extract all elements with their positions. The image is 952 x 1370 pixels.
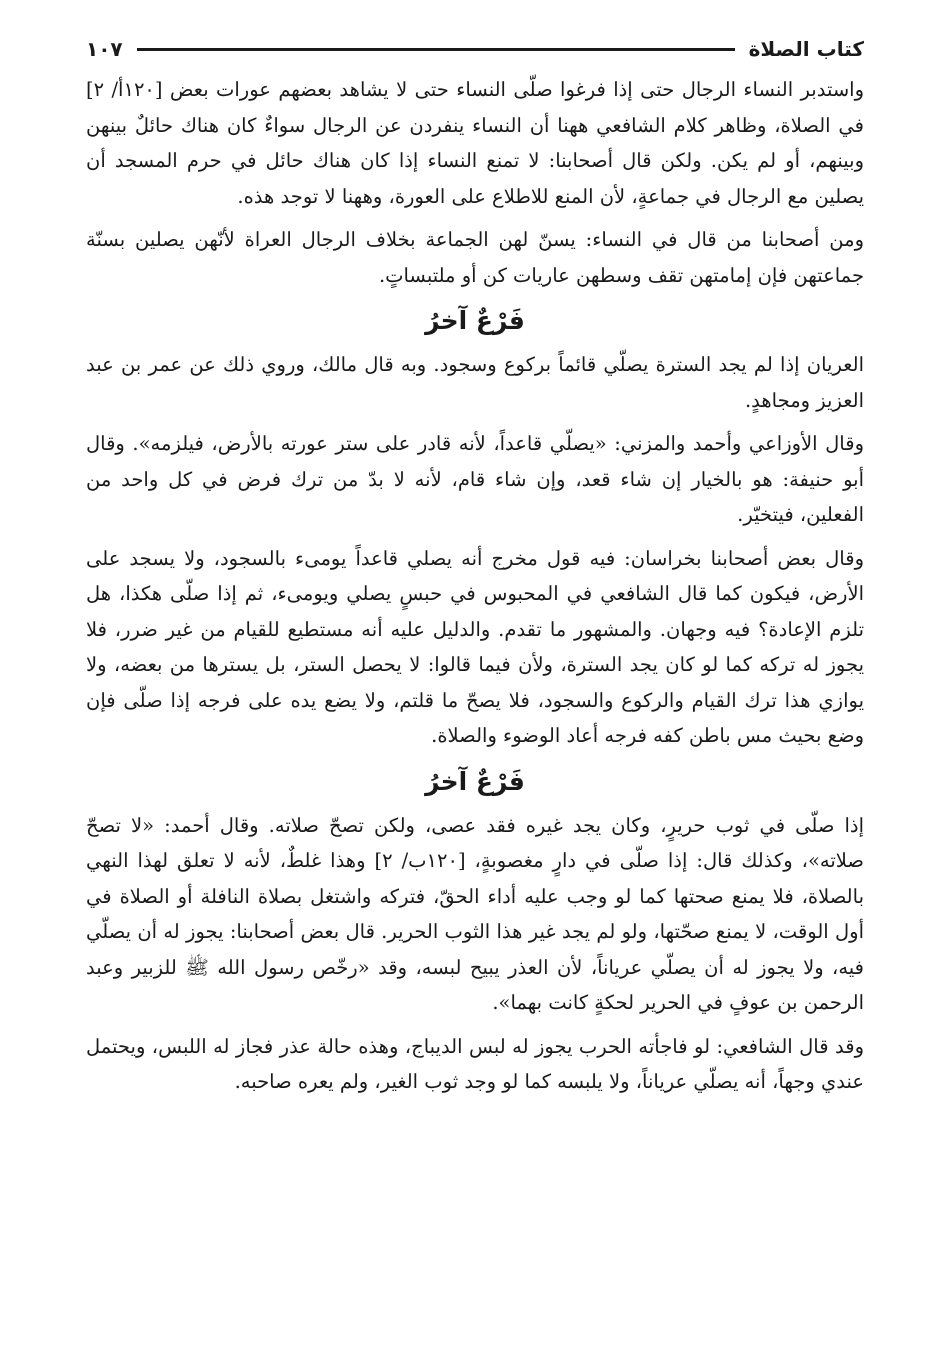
paragraph-4: وقال الأوزاعي وأحمد والمزني: «يصلّي قاعداً، لأنه قادر على ستر عورته بالأرض، فيلزمه». وقال أبو حنيفة: هو بالخيار إن شاء قعد، وإن شاء قام، لأنه لا بدّ من ترك فرض في كل واحد من الفعلين، فيتخيّر.	[86, 432, 864, 526]
chapter-title: كتاب الصلاة	[748, 37, 864, 61]
section-heading-1: فَرْعٌ آخرُ	[425, 306, 525, 335]
paragraph-6: إذا صلّى في ثوب حريرٍ، وكان يجد غيره فقد عصى، ولكن تصحّ صلاته. وقال أحمد: «لا تصحّ صلاته»، وكذلك قال: إذا صلّى في دارٍ مغصوبةٍ، [١٢٠ب/ ٢] وهذا غلطٌ، لأنه لا تعلق لهذا النهي بالصلاة، فلا يمنع صحتها كما لو وجب عليه أداء الحقّ، فتركه واشتغل بصلاة النافلة أو الصلاة في أول الوقت، لا يمنع صحّتها، ولو لم يجد غير هذا الثوب الحرير. قال بعض أصحابنا: يجوز له أن يصلّي فيه، ولا يجوز له أن يصلّي عرياناً، لأن العذر يبيح لبسه، وقد «رخّص رسول الله ﷺ للزبير وعبد الرحمن بن عوفٍ في الحرير لحكةٍ كانت بهما».	[86, 813, 864, 1014]
paragraph-3: العريان إذا لم يجد السترة يصلّي قائماً بركوع وسجود. وبه قال مالك، وروي ذلك عن عمر بن عبد العزيز ومجاهدٍ.	[86, 353, 864, 412]
section-heading-2: فَرْعٌ آخرُ	[425, 766, 525, 796]
paragraph-2: ومن أصحابنا من قال في النساء: يسنّ لهن الجماعة بخلاف الرجال العراة لأنّهن يصلين بسنّة جماعتهن فإن إمامتهن تقف وسطهن عاريات كن أو ملتبساتٍ.	[86, 228, 864, 287]
header-rule	[137, 48, 735, 51]
paragraph-5: وقال بعض أصحابنا بخراسان: فيه قول مخرج أنه يصلي قاعداً يومىء بالسجود، ولا يسجد على الأرض، فيكون كما قال الشافعي في المحبوس في حبسٍ يصلي ويومىء، ثم إذا صلّى هكذا، هل تلزم الإعادة؟ فيه وجهان. والمشهور ما تقدم. والدليل عليه أنه مستطيع للقيام من غير ضرر، فلا يجوز له تركه كما لو كان يجد السترة، ولأن فيما قالوا: لا يحصل الستر، بل يسترها من بعضه، ولا يوازي هذا ترك القيام والركوع والسجود، فلا يصحّ ما قلتم، ولا يضع يده على فرجه إذا صلّى فإن وضع بحيث مس باطن كفه فرجه أعاد الوضوء والصلاة.	[86, 546, 864, 747]
running-header	[86, 28, 864, 70]
paragraph-1: واستدبر النساء الرجال حتى إذا فرغوا صلّى النساء حتى لا يشاهد بعضهم عورات بعض [١٢٠أ/ ٢] في الصلاة، وظاهر كلام الشافعي ههنا أن النساء ينفردن عن الرجال سواءٌ كان هناك حائلٌ بينهن وبينهم، أو لم يكن. ولكن قال أصحابنا: لا تمنع النساء إذا كان هناك حائل في حرم المسجد أن يصلين مع الرجال في جماعةٍ، لأن المنع للاطلاع على العورة، وههنا لا توجد هذه.	[86, 78, 865, 208]
book-page	[86, 28, 864, 1108]
page-number: ١٠٧	[86, 37, 123, 61]
paragraph-7: وقد قال الشافعي: لو فاجأته الحرب يجوز له لبس الديباج، وهذه حالة عذر فجاز له اللبس، ويحتمل عندي وجهاً، أنه يصلّي عرياناً، ولا يلبسه كما لو وجد ثوب الغير، ولم يعره صاحبه.	[86, 1034, 864, 1093]
